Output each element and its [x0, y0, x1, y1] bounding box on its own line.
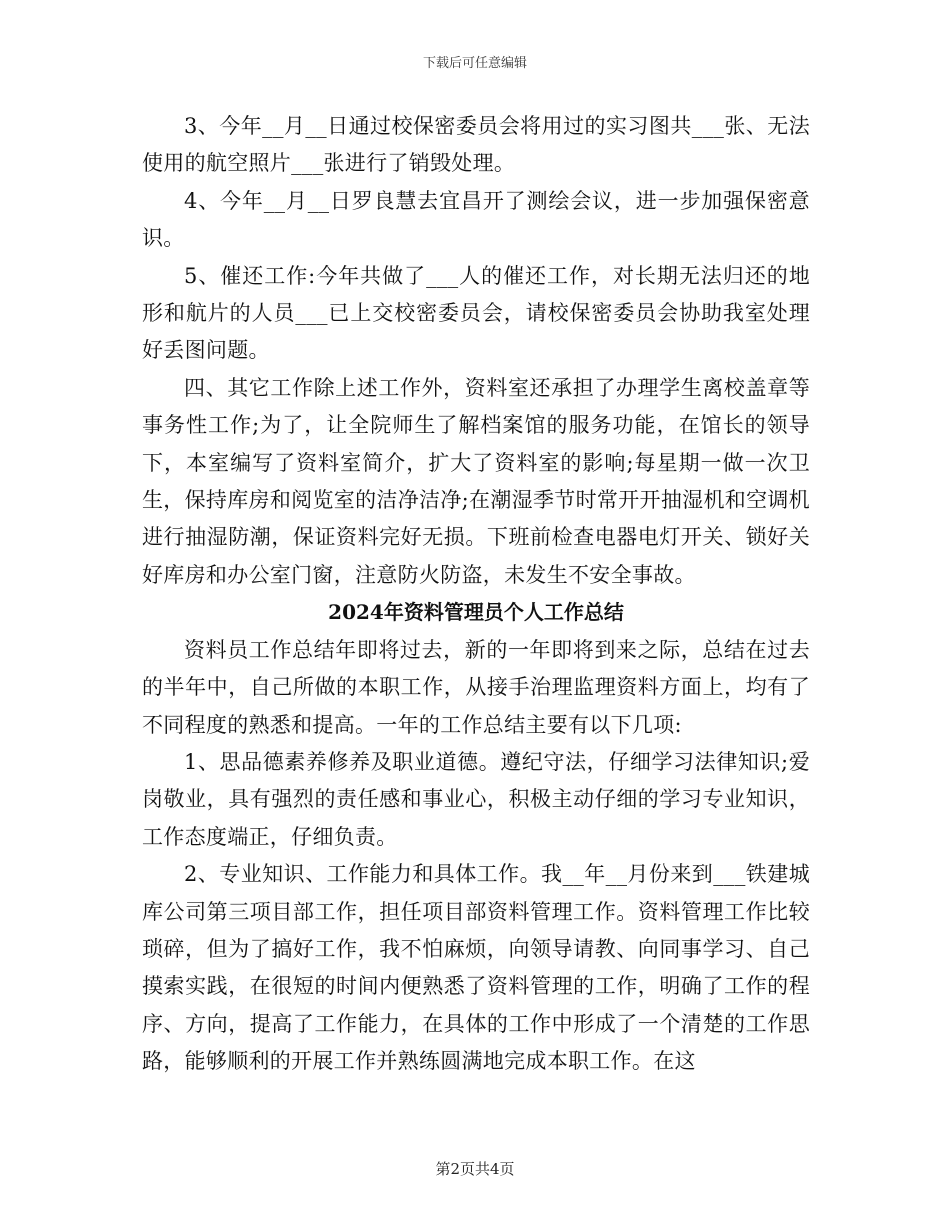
paragraph-item-3: 3、今年__月__日通过校保密委员会将用过的实习图共___张、无法使用的航空照片___张进行了销毁处理。: [142, 114, 810, 176]
paragraph-section-four: 四、其它工作除上述工作外，资料室还承担了办理学生离校盖章等事务性工作;为了，让全院师生了解档案馆的服务功能，在馆长的领导下，本室编写了资料室简介，扩大了资料室的影响;每星期一做一次卫生，保持库房和阅览室的洁净洁净;在潮湿季节时常开开抽湿机和空调机进行抽湿防潮，保证资料完好无损。下班前检查电器电灯开关、锁好关好库房和办公室门窗，注意防火防盗，未发生不安全事故。: [142, 375, 810, 587]
paragraph-item-1: 1、思品德素养修养及职业道德。遵纪守法，仔细学习法律知识;爱岗敬业，具有强烈的责任感和事业心，积极主动仔细的学习专业知识，工作态度端正，仔细负责。: [142, 749, 810, 849]
paragraph-item-2: 2、专业知识、工作能力和具体工作。我__年__月份来到___铁建城库公司第三项目部工作，担任项目部资料管理工作。资料管理工作比较琐碎，但为了搞好工作，我不怕麻烦，向领导请教、向同事学习、自己摸索实践，在很短的时间内便熟悉了资料管理的工作，明确了工作的程序、方向，提高了工作能力，在具体的工作中形成了一个清楚的工作思路，能够顺利的开展工作并熟练圆满地完成本职工作。在这: [142, 862, 810, 1074]
document-body: [142, 108, 810, 1081]
paragraph-item-4: 4、今年__月__日罗良慧去宜昌开了测绘会议，进一步加强保密意识。: [142, 188, 810, 251]
paragraph-intro: 资料员工作总结年即将过去，新的一年即将到来之际，总结在过去的半年中，自己所做的本职工作，从接手治理监理资料方面上，均有了不同程度的熟悉和提高。一年的工作总结主要有以下几项:: [142, 637, 810, 737]
section-title: 2024年资料管理员个人工作总结: [328, 600, 624, 625]
page-header: 下载后可任意编辑: [422, 56, 527, 71]
page-number: 第2页共4页: [435, 1160, 515, 1178]
paragraph-item-5: 5、催还工作:今年共做了___人的催还工作，对长期无法归还的地形和航片的人员___已上交校密委员会，请校保密委员会协助我室处理好丢图问题。: [142, 263, 810, 363]
